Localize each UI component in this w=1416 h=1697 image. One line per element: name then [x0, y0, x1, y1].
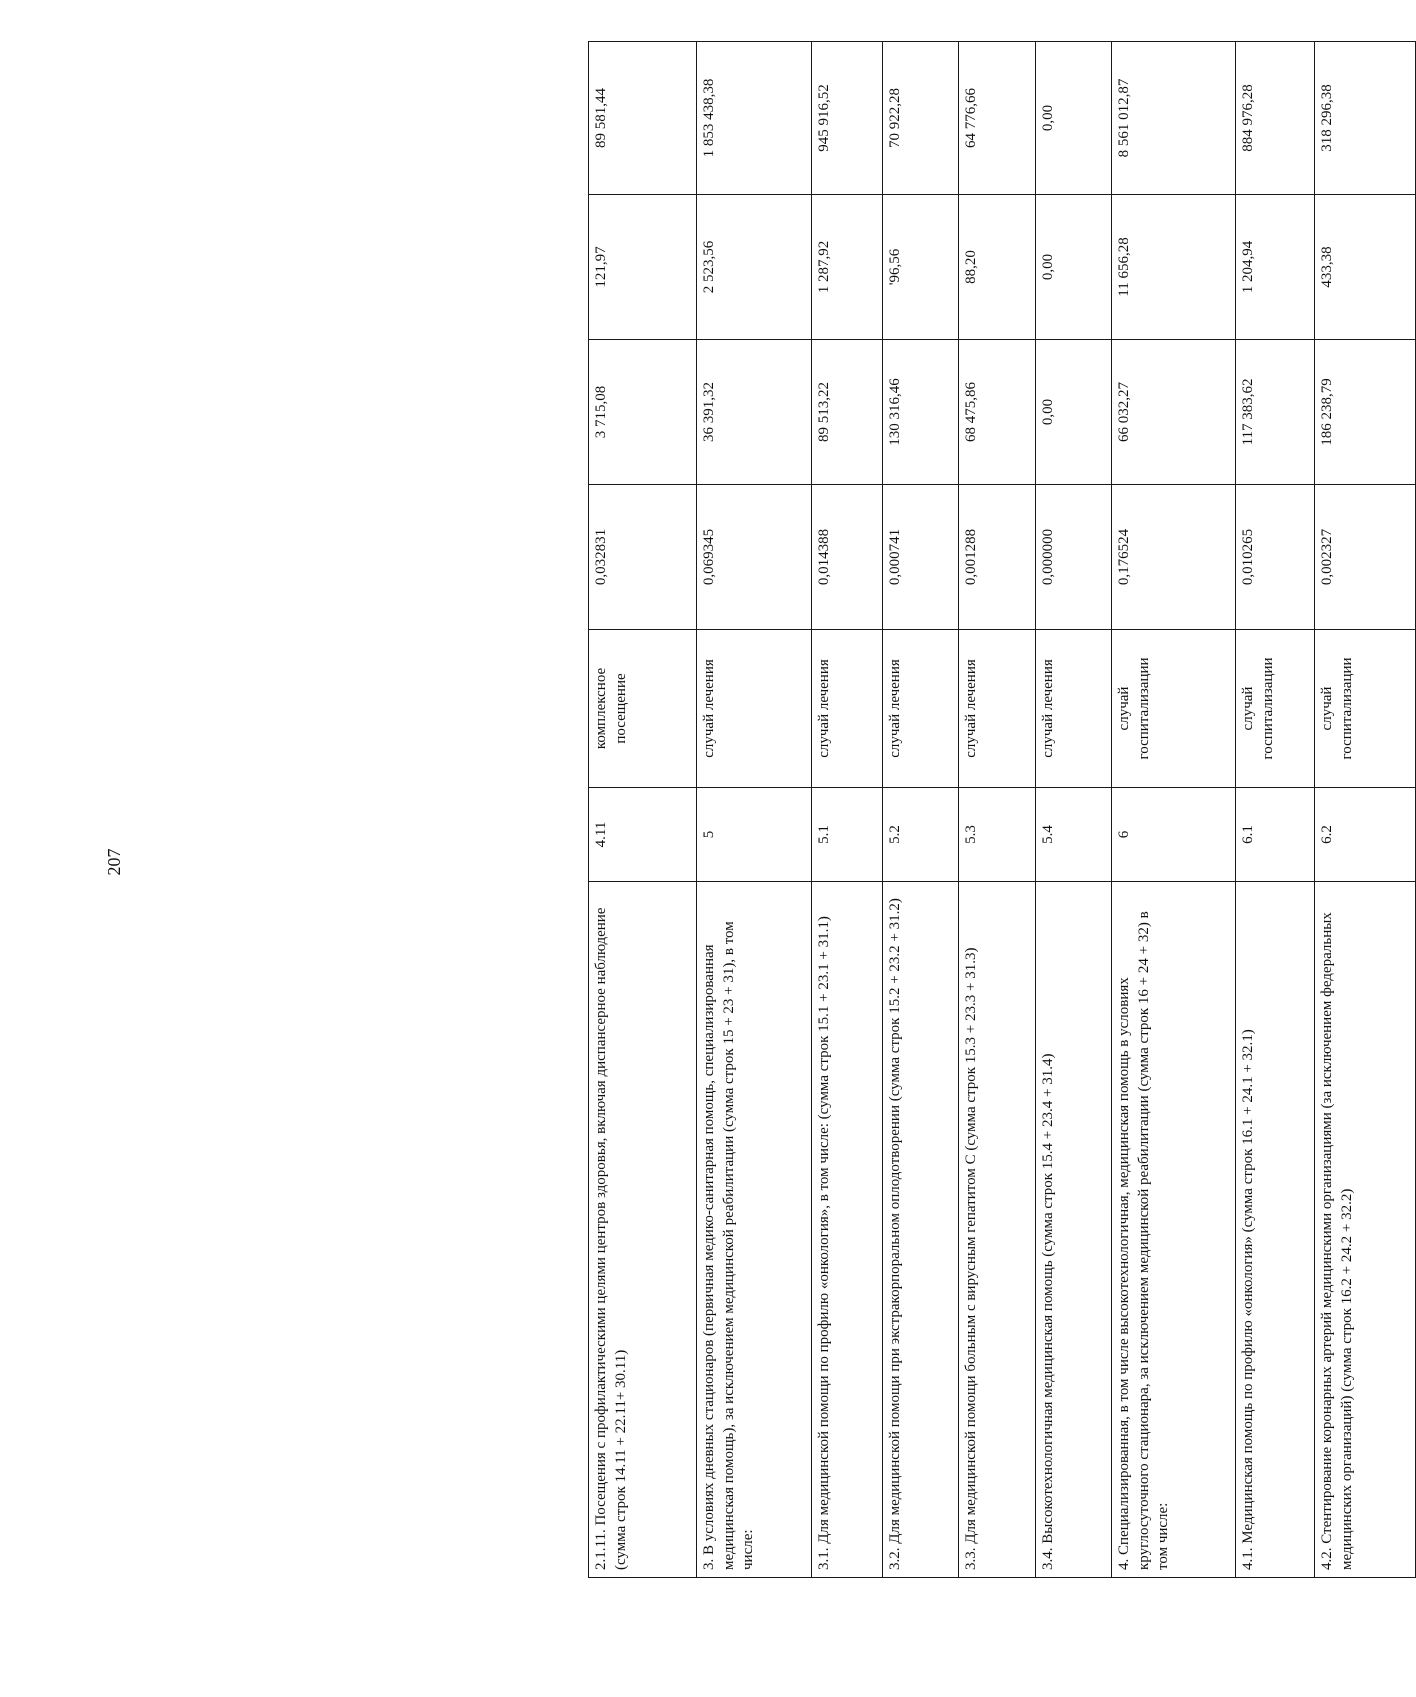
- row-per-capita-cell: 433,38: [1315, 195, 1416, 340]
- row-total-cell: 89 581,44: [589, 42, 697, 195]
- table-body: [589, 42, 1416, 1578]
- row-cost-cell: 89 513,22: [811, 340, 882, 485]
- table-row: [1035, 42, 1111, 1578]
- row-code-cell: 4.11: [589, 788, 697, 882]
- row-per-capita-cell: 1 287,92: [811, 195, 882, 340]
- row-cost-cell: 68 475,86: [959, 340, 1035, 485]
- row-cost-cell: 117 383,62: [1236, 340, 1315, 485]
- table-row: [697, 42, 811, 1578]
- row-volume-cell: 0,000000: [1035, 485, 1111, 630]
- row-volume-cell: 0,001288: [959, 485, 1035, 630]
- row-code-cell: 5: [697, 788, 811, 882]
- row-unit-cell: случай госпитализации: [1236, 630, 1315, 788]
- row-code-cell: 5.4: [1035, 788, 1111, 882]
- row-unit-cell: случай лечения: [811, 630, 882, 788]
- row-total-cell: 884 976,28: [1236, 42, 1315, 195]
- financing-table: [588, 41, 1416, 1578]
- row-per-capita-cell: 2 523,56: [697, 195, 811, 340]
- row-volume-cell: 0,032831: [589, 485, 697, 630]
- row-code-cell: 6.1: [1236, 788, 1315, 882]
- row-name-cell: 3. В условиях дневных стационаров (первичная медико-санитарная помощь, специализированная медицинская помощь), за исключением медицинской реабилитации (сумма строк 15 + 23 + 31), в том числе:: [697, 882, 811, 1578]
- row-cost-cell: 66 032,27: [1112, 340, 1236, 485]
- row-name-cell: 4. Специализированная, в том числе высокотехнологичная, медицинская помощь в условиях круглосуточного стационара, за исключением медицинской реабилитации (сумма строк 16 + 24 + 32) в том числе:: [1112, 882, 1236, 1578]
- row-code-cell: 5.3: [959, 788, 1035, 882]
- row-cost-cell: 3 715,08: [589, 340, 697, 485]
- table-row: [589, 42, 697, 1578]
- row-unit-cell: случай госпитализации: [1315, 630, 1416, 788]
- row-total-cell: 64 776,66: [959, 42, 1035, 195]
- row-total-cell: 0,00: [1035, 42, 1111, 195]
- row-per-capita-cell: 1 204,94: [1236, 195, 1315, 340]
- row-total-cell: 945 916,52: [811, 42, 882, 195]
- row-unit-cell: случай лечения: [959, 630, 1035, 788]
- row-name-cell: 3.4. Высокотехнологичная медицинская помощь (сумма строк 15.4 + 23.4 + 31.4): [1035, 882, 1111, 1578]
- row-volume-cell: 0,000741: [883, 485, 959, 630]
- row-name-cell: 2.1.11. Посещения с профилактическими целями центров здоровья, включая диспансерное наблюдение (сумма строк 14.11 + 22.11+ 30.11): [589, 882, 697, 1578]
- row-volume-cell: 0,014388: [811, 485, 882, 630]
- row-unit-cell: случай госпитализации: [1112, 630, 1236, 788]
- row-name-cell: 4.2. Стентирование коронарных артерий медицинскими организациями (за исключением федеральных медицинских организаций) (сумма строк 16.2 + 24.2 + 32.2): [1315, 882, 1416, 1578]
- row-volume-cell: 0,069345: [697, 485, 811, 630]
- row-name-cell: 3.2. Для медицинской помощи при экстракорпоральном оплодотворении (сумма строк 15.2 + 23.2 + 31.2): [883, 882, 959, 1578]
- row-volume-cell: 0,010265: [1236, 485, 1315, 630]
- row-total-cell: 70 922,28: [883, 42, 959, 195]
- row-unit-cell: комплексное посещение: [589, 630, 697, 788]
- row-volume-cell: 0,002327: [1315, 485, 1416, 630]
- row-per-capita-cell: 88,20: [959, 195, 1035, 340]
- row-per-capita-cell: 121,97: [589, 195, 697, 340]
- table-row: [811, 42, 882, 1578]
- row-code-cell: 6.2: [1315, 788, 1416, 882]
- table-row: [1236, 42, 1315, 1578]
- row-total-cell: 1 853 438,38: [697, 42, 811, 195]
- row-per-capita-cell: 0,00: [1035, 195, 1111, 340]
- rotated-table-container: [588, 78, 1416, 1578]
- row-cost-cell: 186 238,79: [1315, 340, 1416, 485]
- row-unit-cell: случай лечения: [697, 630, 811, 788]
- row-code-cell: 5.2: [883, 788, 959, 882]
- row-per-capita-cell: 11 656,28: [1112, 195, 1236, 340]
- row-name-cell: 3.1. Для медицинской помощи по профилю «онкология», в том числе: (сумма строк 15.1 + 23.1 + 31.1): [811, 882, 882, 1578]
- table-row: [883, 42, 959, 1578]
- row-unit-cell: случай лечения: [1035, 630, 1111, 788]
- row-code-cell: 6: [1112, 788, 1236, 882]
- row-name-cell: 3.3. Для медицинской помощи больным с вирусным гепатитом С (сумма строк 15.3 + 23.3 + 31.3): [959, 882, 1035, 1578]
- table-row: [959, 42, 1035, 1578]
- table-row: [1315, 42, 1416, 1578]
- row-cost-cell: 130 316,46: [883, 340, 959, 485]
- table-row: [1112, 42, 1236, 1578]
- row-cost-cell: 0,00: [1035, 340, 1111, 485]
- row-code-cell: 5.1: [811, 788, 882, 882]
- row-unit-cell: случай лечения: [883, 630, 959, 788]
- row-volume-cell: 0,176524: [1112, 485, 1236, 630]
- row-name-cell: 4.1. Медицинская помощь по профилю «онкология» (сумма строк 16.1 + 24.1 + 32.1): [1236, 882, 1315, 1578]
- row-per-capita-cell: '96,56: [883, 195, 959, 340]
- row-total-cell: 8 561 012,87: [1112, 42, 1236, 195]
- row-total-cell: 318 296,38: [1315, 42, 1416, 195]
- row-cost-cell: 36 391,32: [697, 340, 811, 485]
- page-number: 207: [104, 848, 124, 876]
